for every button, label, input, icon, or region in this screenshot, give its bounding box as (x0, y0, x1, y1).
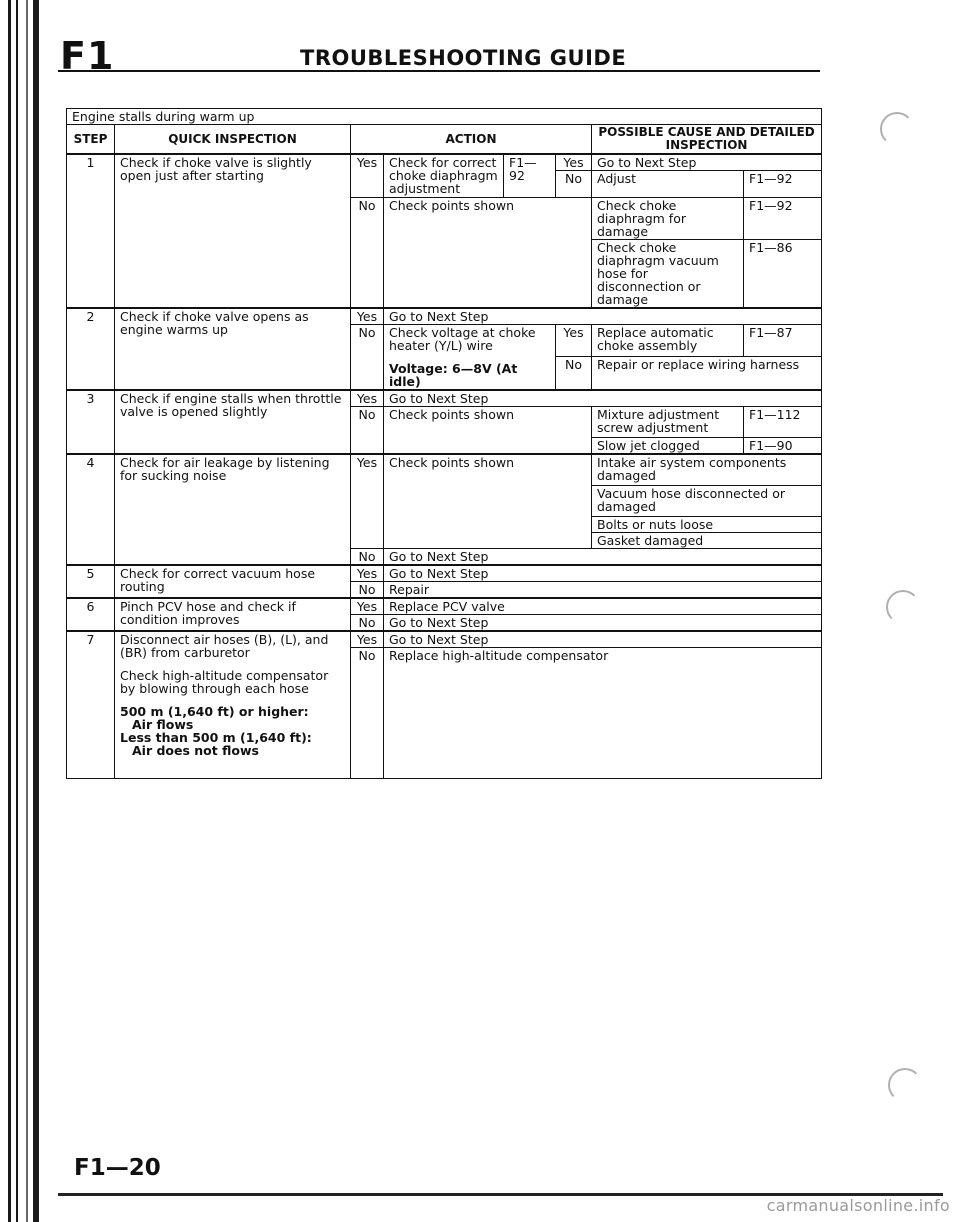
action-text: Check points shown (384, 407, 592, 455)
watermark: carmanualsonline.info (766, 1196, 950, 1215)
voltage-spec: Voltage: 6—8V (At idle) (389, 361, 518, 389)
section-code: F1 (60, 34, 115, 78)
result-text: Go to Next Step (592, 154, 822, 171)
binder-ring-mark (880, 112, 914, 146)
no-label: No (556, 171, 592, 198)
reference-page: F1—90 (744, 438, 822, 455)
action-text: Replace high-altitude compensator (384, 648, 822, 779)
header-rule (58, 70, 820, 72)
step-number: 1 (67, 154, 115, 308)
criteria-result: Air flows (132, 717, 194, 732)
yes-label: Yes (351, 565, 384, 582)
cause-text: Slow jet clogged (592, 438, 744, 455)
criteria-result: Air does not flows (132, 743, 259, 758)
no-label: No (351, 549, 384, 566)
step-number: 4 (67, 454, 115, 565)
cause-text: Mixture adjustment screw adjustment (592, 407, 744, 438)
yes-label: Yes (556, 154, 592, 171)
reference-page: F1—92 (744, 171, 822, 198)
no-label: No (351, 325, 384, 391)
no-label: No (351, 407, 384, 455)
step-number: 3 (67, 390, 115, 454)
column-header-quick-inspection: QUICK INSPECTION (115, 125, 351, 155)
page-title: TROUBLESHOOTING GUIDE (300, 46, 627, 70)
criteria-condition: Less than 500 m (1,640 ft): (120, 730, 312, 745)
step-number: 7 (67, 631, 115, 779)
quick-inspection: Check if choke valve is slightly open just after starting (115, 154, 351, 308)
criteria-condition: 500 m (1,640 ft) or higher: (120, 704, 309, 719)
no-label: No (556, 357, 592, 390)
yes-label: Yes (351, 454, 384, 549)
quick-inspection: Check if engine stalls when throttle valve is opened slightly (115, 390, 351, 454)
yes-label: Yes (351, 631, 384, 648)
reference-page: F1—92 (504, 154, 556, 198)
result-text: Adjust (592, 171, 744, 198)
action-cell (384, 325, 556, 391)
quick-inspection: Pinch PCV hose and check if condition improves (115, 598, 351, 631)
action-text: Go to Next Step (384, 390, 822, 407)
action-text: Go to Next Step (384, 631, 822, 648)
cause-text: Gasket damaged (592, 533, 822, 549)
step-number: 6 (67, 598, 115, 631)
quick-inspection: Check if choke valve opens as engine warms up (115, 308, 351, 390)
yes-label: Yes (351, 390, 384, 407)
binding-edge (0, 0, 46, 1222)
action-text: Check voltage at choke heater (Y/L) wire (389, 325, 536, 353)
yes-label: Yes (351, 598, 384, 615)
cause-text: Intake air system components damaged (592, 454, 822, 486)
yes-label: Yes (556, 325, 592, 357)
no-label: No (351, 198, 384, 309)
reference-page: F1—86 (744, 240, 822, 309)
result-text: Repair or replace wiring harness (592, 357, 822, 390)
action-text: Go to Next Step (384, 615, 822, 632)
step-number: 5 (67, 565, 115, 598)
reference-page: F1—112 (744, 407, 822, 438)
cause-text: Check choke diaphragm vacuum hose for disconnection or damage (592, 240, 744, 309)
quick-inspection: Disconnect air hoses (B), (L), and (BR) from carburetor (120, 632, 329, 660)
quick-inspection: Check for air leakage by listening for sucking noise (115, 454, 351, 565)
page-number: F1—20 (74, 1155, 161, 1181)
action-text: Go to Next Step (384, 565, 822, 582)
quick-inspection-detail: Check high-altitude compensator by blowing through each hose (120, 668, 329, 696)
yes-label: Yes (351, 308, 384, 325)
yes-label: Yes (351, 154, 384, 198)
action-text: Repair (384, 582, 822, 599)
result-text: Replace automatic choke assembly (592, 325, 744, 357)
no-label: No (351, 648, 384, 779)
no-label: No (351, 582, 384, 599)
action-text: Check for correct choke diaphragm adjustment (384, 154, 504, 198)
table-title: Engine stalls during warm up (67, 109, 822, 125)
action-text: Replace PCV valve (384, 598, 822, 615)
quick-inspection: Check for correct vacuum hose routing (115, 565, 351, 598)
action-text: Go to Next Step (384, 308, 822, 325)
cause-text: Vacuum hose disconnected or damaged (592, 486, 822, 517)
column-header-step: STEP (67, 125, 115, 155)
step-number: 2 (67, 308, 115, 390)
binder-ring-mark (886, 590, 920, 624)
cause-text: Bolts or nuts loose (592, 517, 822, 533)
no-label: No (351, 615, 384, 632)
binder-ring-mark (888, 1068, 922, 1102)
reference-page: F1—87 (744, 325, 822, 357)
reference-page: F1—92 (744, 198, 822, 240)
quick-inspection-cell (115, 631, 351, 779)
action-text: Go to Next Step (384, 549, 822, 566)
cause-text: Check choke diaphragm for damage (592, 198, 744, 240)
action-text: Check points shown (384, 198, 592, 309)
column-header-cause: POSSIBLE CAUSE AND DETAILED INSPECTION (592, 125, 822, 155)
column-header-action: ACTION (351, 125, 592, 155)
action-text: Check points shown (384, 454, 592, 549)
troubleshooting-table (66, 108, 822, 779)
